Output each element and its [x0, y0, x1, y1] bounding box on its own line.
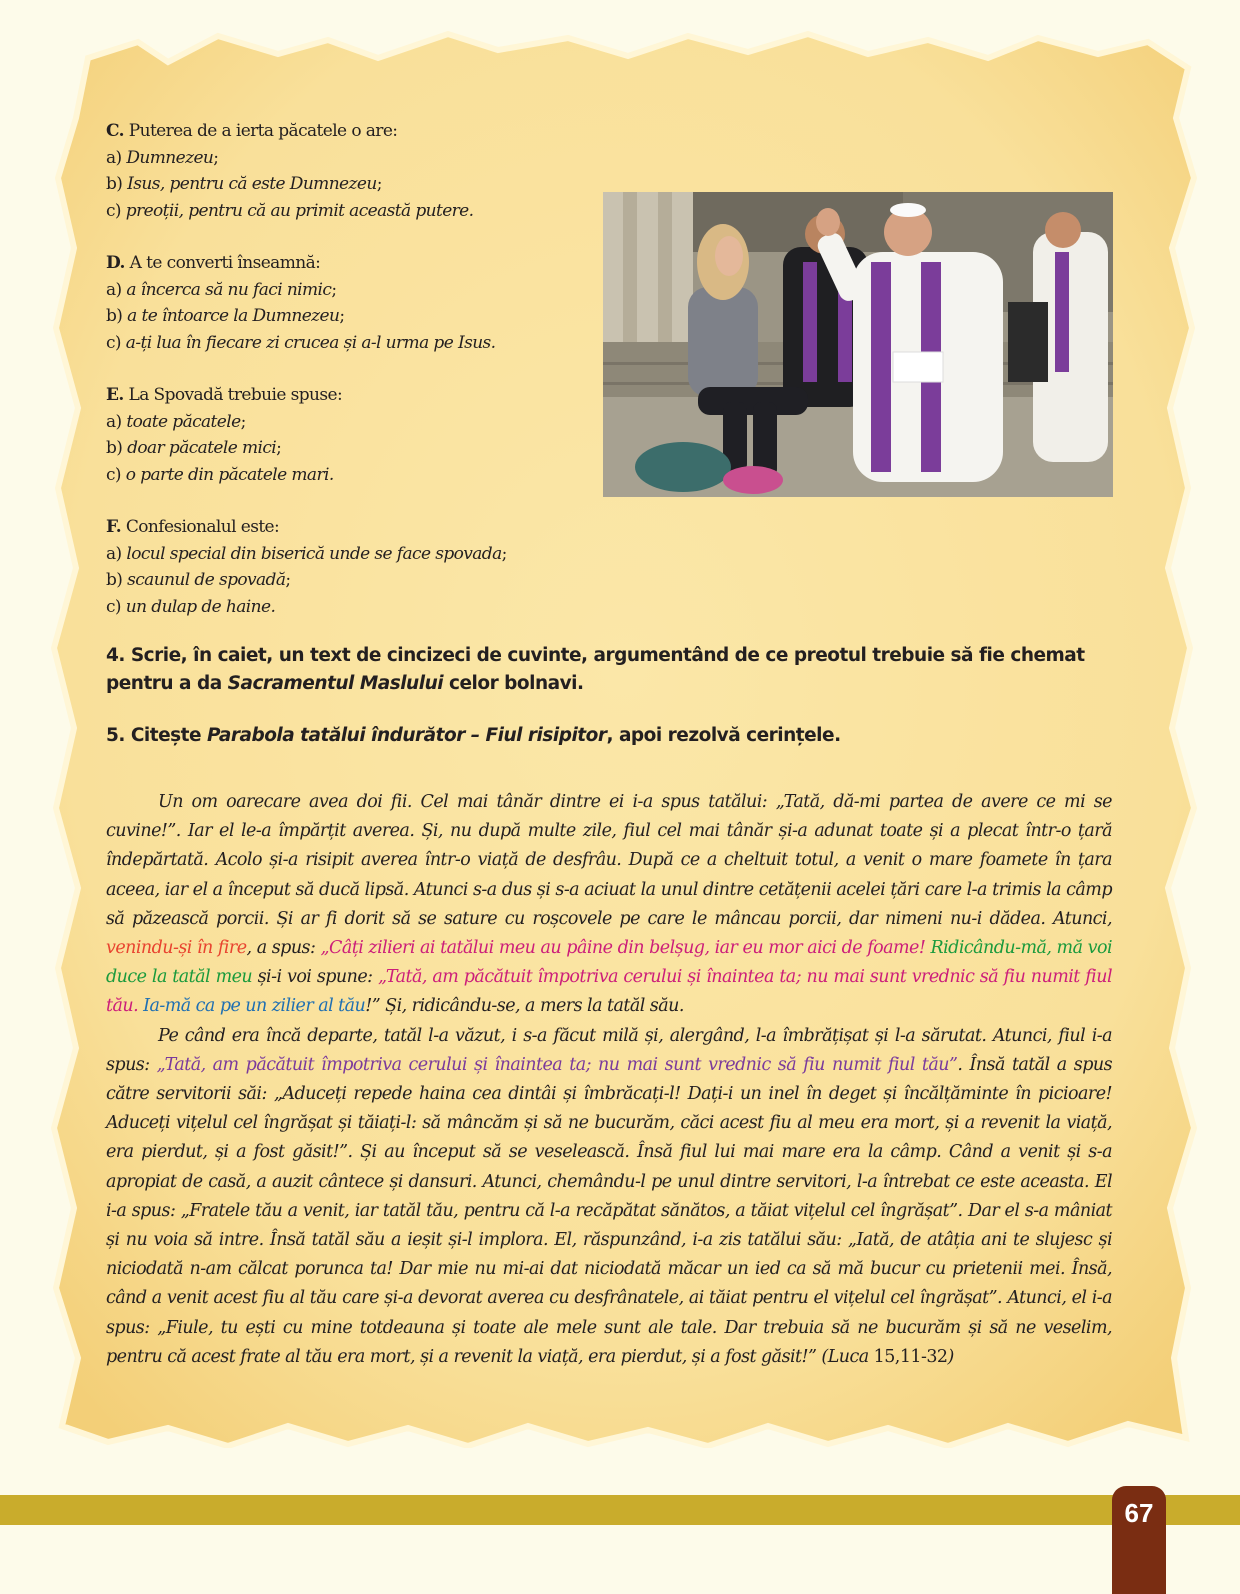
option-letter: b) [106, 570, 123, 590]
task-4 [106, 642, 1112, 698]
option-end: ; [339, 306, 345, 326]
parable-segment-magenta: „Tată, am păcătuit împotriva cerului și înaintea ta; nu mai sunt vrednic să fiu numit fiul tău. [106, 967, 1112, 1017]
task-4-end: celor bolnavi. [443, 673, 584, 694]
task-5 [106, 722, 1112, 750]
question-stem: A te converti înseamnă: [129, 253, 321, 273]
option-letter: a) [106, 279, 122, 300]
parable-segment-purple: „Tată, am păcătuit împotriva cerului și înaintea ta; nu mai sunt vrednic să fiu numit fiul tău” [156, 1054, 958, 1075]
option-text: un dulap de haine. [125, 596, 276, 617]
task-4-text: 4. Scrie, în caiet, un text de cincizeci de cuvinte, argumentând de ce preotul trebuie să fie chemat pentru a da [106, 645, 1085, 694]
bible-reference: 15,11-32 [873, 1346, 948, 1367]
parable-segment: și-i voi spune: [252, 967, 378, 988]
option-letter: c) [106, 332, 121, 353]
option-letter: b) [106, 438, 123, 458]
parable-segment-blue: Ia-mă ca pe un zilier al tău [143, 996, 366, 1017]
page-number: 67 [1124, 1498, 1154, 1528]
question-f [106, 514, 507, 620]
question-label: C. [106, 121, 124, 141]
parable-segment-red: venindu-și în fire [106, 938, 247, 959]
task-5-emphasis: Parabola tatălui îndurător – Fiul risipitor [207, 725, 607, 746]
option-end: ; [276, 438, 282, 458]
option-letter: b) [106, 306, 123, 326]
option-text: a încerca să nu faci nimic [126, 279, 332, 300]
question-stem: Puterea de a ierta păcatele o are: [128, 121, 398, 141]
task-5-text: 5. Citește [106, 725, 207, 746]
option-end: ; [331, 279, 337, 300]
parable-segment-magenta: „Câți zilieri ai tatălui meu au pâine din belșug, iar eu mor aici de foame! [320, 938, 926, 959]
option-text: locul special din biserică unde se face spovada [126, 543, 502, 564]
parable-segment: ) [947, 1346, 954, 1367]
option-end: ; [285, 570, 291, 590]
question-stem: La Spovadă trebuie spuse: [128, 385, 343, 405]
option-letter: c) [106, 464, 121, 485]
parable-segment-green: Ridicându-mă, mă voi duce la tatăl meu [106, 938, 1113, 988]
parable-segment: , a spus: [246, 938, 321, 959]
option-letter: c) [106, 596, 121, 617]
parable-segment: Un om oarecare avea doi fii. Cel mai tânăr dintre ei i-a spus tatălui: „Tată, dă-mi partea de avere ce mi se cuvine!”. Iar el le-a împărțit averea. Și, nu după multe zile, fiul cel mai tânăr și-a adunat toate și a plecat într-o țară îndepărtată. Acolo și-a risipit averea într-o viață de desfrâu. După ce a cheltuit totul, a venit o mare foamete în țara aceea, iar el a început să ducă lipsă. Atunci s-a dus și s-a aciuat la unul dintre cetățenii acelei țări care l-a trimis la câmp să păzească porcii. Și ar fi dorit să se sature cu roșcovele pe care le mâncau porcii, dar nimeni nu-i dădea. Atunci, [106, 792, 1112, 929]
question-label: E. [106, 385, 124, 405]
option-text: preoții, pentru că au primit această putere. [125, 200, 474, 221]
option-end: ; [213, 147, 219, 168]
question-c [106, 118, 473, 224]
option-letter: b) [106, 174, 123, 194]
question-label: F. [106, 517, 122, 537]
option-letter: c) [106, 200, 121, 221]
option-end: ; [501, 543, 507, 564]
footer-band [0, 1495, 1240, 1525]
question-e [106, 382, 342, 488]
task-5-end: , apoi rezolvă cerințele. [606, 725, 841, 746]
option-text: Isus, pentru că este Dumnezeu [127, 174, 377, 194]
parable-text [106, 788, 1112, 1372]
option-end: ; [240, 411, 246, 432]
option-letter: a) [106, 411, 122, 432]
option-text: doar păcatele mici [127, 438, 277, 458]
option-text: a-ți lua în fiecare zi crucea și a-l urma pe Isus. [125, 332, 496, 353]
option-end: ; [376, 174, 382, 194]
confession-photo [603, 192, 1113, 497]
option-text: scaunul de spovadă [127, 570, 286, 590]
question-d [106, 250, 495, 356]
question-label: D. [106, 253, 125, 273]
parable-paragraph-1 [106, 788, 1112, 1022]
parable-segment: . Însă tatăl a spus către servitorii săi: „Aduceți repede haina cea dintâi și îmbrăcați-l! Dați-i un inel în deget și încălțăminte în picioare! Aduceți vițelul cel îngrășat și tăiați-l: să mâncăm și să ne bucurăm, căci acest fiu al meu era mort, și a revenit la viață, era pierdut, și a fost găsit!”. Și au început să se veselească. Însă fiul lui mai mare era la câmp. Când a venit și s-a apropiat de casă, a auzit cântece și dansuri. Atunci, chemându-l pe unul dintre servitori, l-a întrebat ce este aceasta. El i-a spus: „Fratele tău a venit, iar tatăl tău, pentru că l-a recăpătat sănătos, a tăiat vițelul cel îngrășat”. Dar el s-a mâniat și nu voia să intre. Însă tatăl său a ieșit și-l implora. El, răspunzând, i-a zis tatălui său: „Iată, de atâția ani te slujesc și niciodată n-am călcat porunca ta! Dar mie nu mi-ai dat niciodată măcar un ied ca să mă bucur cu prietenii mei. Însă, când a venit acest fiu al tău care și-a devorat averea cu desfrânatele, ai tăiat pentru el vițelul cel îngrășat”. Atunci, el i-a spus: „Fiule, tu ești cu mine totdeauna și toate ale mele sunt ale tale. Dar trebuia să ne bucurăm și să ne veselim, pentru că acest frate al tău era mort, și a revenit la viață, era pierdut, și a fost găsit!” (Luca [106, 1054, 1113, 1367]
parable-paragraph-2 [106, 1022, 1112, 1372]
option-text: o parte din păcatele mari. [125, 464, 334, 485]
option-letter: a) [106, 147, 122, 168]
option-text: a te întoarce la Dumnezeu [127, 306, 340, 326]
option-text: toate păcatele [126, 411, 241, 432]
option-letter: a) [106, 543, 122, 564]
question-stem: Confesionalul este: [125, 517, 280, 537]
parable-segment: Pe când era încă departe, tatăl l-a văzut, i s-a făcut milă și, alergând, l-a îmbrățișat și l-a sărutat. Atunci, fiul i-a spus: [106, 1025, 1112, 1075]
option-text: Dumnezeu [126, 147, 214, 168]
parable-segment: !” Și, ridicându-se, a mers la tatăl său. [365, 996, 684, 1017]
task-4-emphasis: Sacramentul Maslului [227, 673, 444, 694]
